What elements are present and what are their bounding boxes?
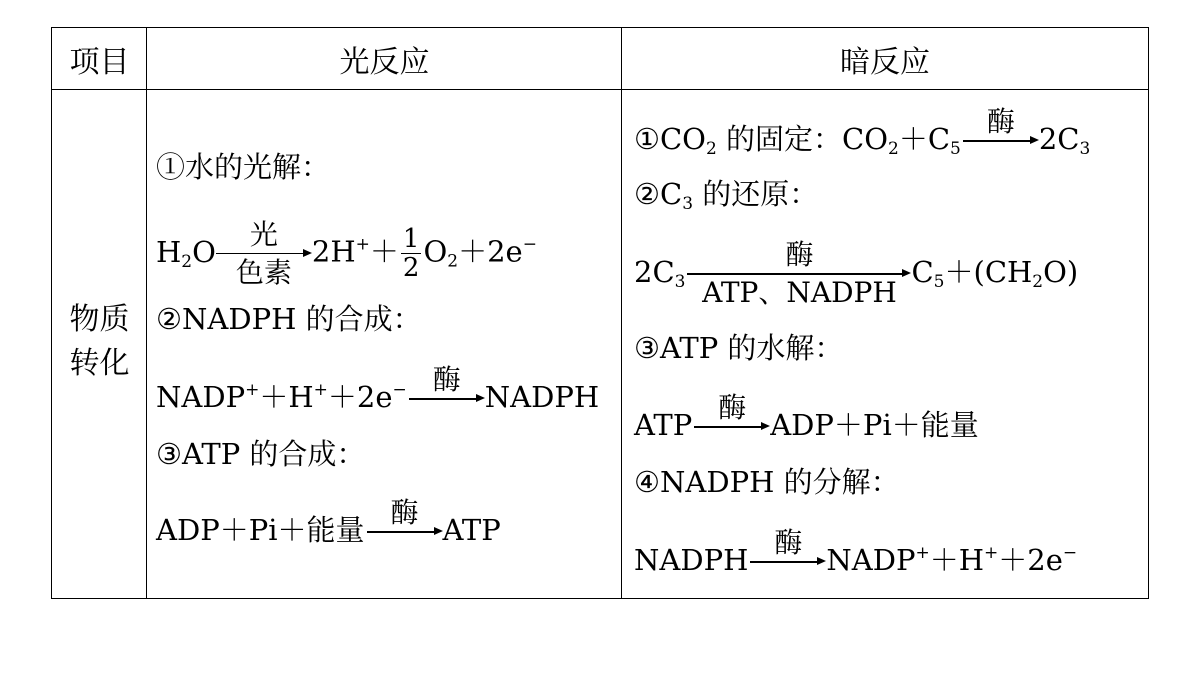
light-s1-equation: $H_2O$ 光 色素 2H+＋ $\frac{1}{2}$ $O_2+2e^-$ — [156, 217, 537, 289]
dark-s3-title: ③ATP 的水解： — [634, 331, 844, 365]
light-s3-title: ③ATP 的合成： — [156, 437, 366, 471]
light-s3-equation: ADP＋Pi＋能量 酶 ATP — [156, 496, 501, 547]
dark-s2-title: $②C_3$ 的还原： — [634, 177, 819, 214]
header-item: 项目 — [69, 44, 130, 80]
dark-s1-equation: $①CO_2$ 的固定：$CO_2+C_5$ 酶 $2C_3$ — [634, 105, 1091, 159]
dark-s4-title: ④NADPH 的分解： — [634, 465, 900, 499]
reaction-arrow: 酶 — [750, 561, 826, 563]
reaction-arrow: 酶 — [963, 140, 1039, 142]
reaction-arrow: 光 色素 — [216, 253, 312, 255]
reaction-arrow: 酶 — [694, 426, 770, 428]
header-light-reaction: 光反应 — [339, 44, 430, 80]
row-label-line-2: 转化 — [69, 346, 130, 381]
dark-s4-equation: NADPH 酶 NADP+＋H+＋2e− — [634, 526, 1078, 577]
light-s2-equation: NADP+＋H+＋2e− 酶 NADPH — [156, 363, 600, 414]
h2o: $H_2O$ — [156, 234, 216, 272]
reaction-arrow: 酶 — [367, 531, 443, 533]
header-divider — [52, 89, 1148, 90]
comparison-table — [51, 27, 1149, 599]
header-dark-reaction: 暗反应 — [840, 44, 930, 80]
fraction-half: $\frac{1}{2}$ — [402, 224, 420, 283]
row-label-material-conversion — [52, 298, 147, 386]
dark-s3-equation: ATP 酶 ADP＋Pi＋能量 — [634, 391, 979, 442]
dark-s2-equation: $2C_3$ 酶 ATP、NADPH $C_5+(CH_2O)$ — [634, 238, 1079, 309]
light-s2-title: ②NADPH 的合成： — [156, 302, 422, 336]
column-divider-2 — [621, 28, 622, 598]
light-s1-title: ①水的光解： — [156, 150, 331, 184]
reaction-arrow: 酶 ATP、NADPH — [687, 273, 911, 275]
row-label-line-1: 物质 — [69, 302, 130, 337]
reaction-arrow: 酶 — [409, 398, 485, 400]
